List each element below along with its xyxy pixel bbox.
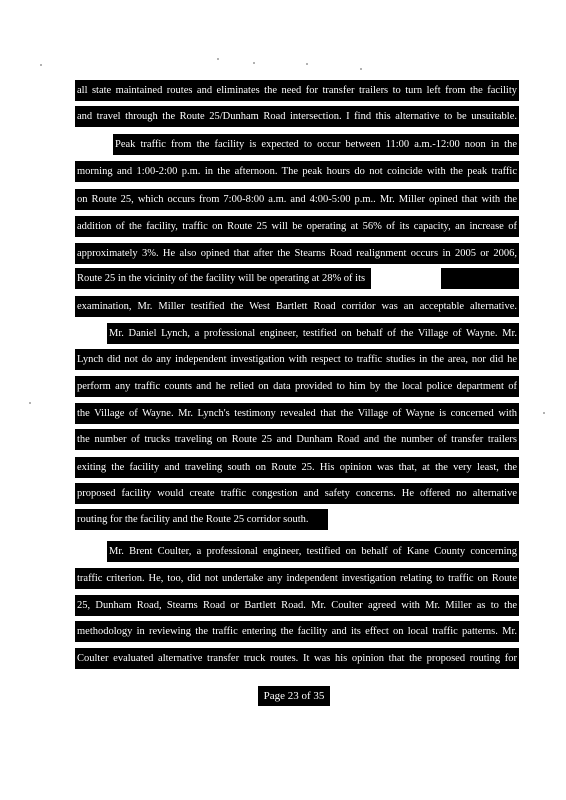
text-line-7: approximately 3%. He also opined that after the Stearns Road realignment occurs in 2005 or 2006, [75,243,519,264]
text-line-11: Lynch did not do any independent investigation with respect to traffic studies in the area, nor did he [75,349,519,370]
text-line-19: traffic criterion. He, too, did not undertake any independent investigation relating to traffic on Route [75,568,519,589]
text-line-4: morning and 1:00-2:00 p.m. in the afternoon. The peak hours do not coincide with the peak traffic [75,161,519,182]
text-line-16: proposed facility would create traffic congestion and safety concerns. He offered no alternative [75,483,519,504]
text-line-1: all state maintained routes and eliminates the need for transfer trailers to turn left from the facility [75,80,519,101]
scan-speck [217,58,219,60]
text-line-21: methodology in reviewing the traffic entering the facility and its effect on local traffic patterns. Mr. [75,621,519,642]
text-line-22: Coulter evaluated alternative transfer truck routes. It was his opinion that the proposed routing for [75,648,519,669]
text-line-2: and travel through the Route 25/Dunham Road intersection. I find this alternative to be unsuitable. [75,106,519,127]
text-line-18: Mr. Brent Coulter, a professional engineer, testified on behalf of Kane County concerning [107,541,519,562]
scan-speck [40,64,42,66]
text-line-3: Peak traffic from the facility is expected to occur between 11:00 a.m.-12:00 noon in the [113,134,519,155]
text-line-13: the Village of Wayne. Mr. Lynch's testimony revealed that the Village of Wayne is concerned with [75,403,519,424]
text-line-12: perform any traffic counts and he relied on data provided to him by the local police department of [75,376,519,397]
scan-speck [543,412,545,414]
scan-speck [306,63,308,65]
text-line-9: examination, Mr. Miller testified the West Bartlett Road corridor was an acceptable alternative. [75,296,519,317]
text-line-17: routing for the facility and the Route 25 corridor south. [75,509,328,530]
text-line-8 [75,268,519,289]
text-line-15: exiting the facility and traveling south on Route 25. His opinion was that, at the very least, the [75,457,519,478]
text-line-10: Mr. Daniel Lynch, a professional engineer, testified on behalf of the Village of Wayne. Mr. [107,323,519,344]
scan-speck [29,402,31,404]
redaction-gap [371,268,441,289]
scan-speck [360,68,362,70]
page-number: Page 23 of 35 [258,686,330,706]
text-line-20: 25, Dunham Road, Stearns Road or Bartlett Road. Mr. Coulter agreed with Mr. Miller as to the [75,595,519,616]
scan-speck [253,62,255,64]
text-line-6: addition of the facility, traffic on Route 25 will be operating at 56% of its capacity, an increase of [75,216,519,237]
text-line-14: the number of trucks traveling on Route 25 and Dunham Road and the number of transfer trailers [75,429,519,450]
text-line-5: on Route 25, which occurs from 7:00-8:00 a.m. and 4:00-5:00 p.m.. Mr. Miller opined that with the [75,189,519,210]
text-line-8-text: Route 25 in the vicinity of the facility will be operating at 28% of its [77,273,366,284]
